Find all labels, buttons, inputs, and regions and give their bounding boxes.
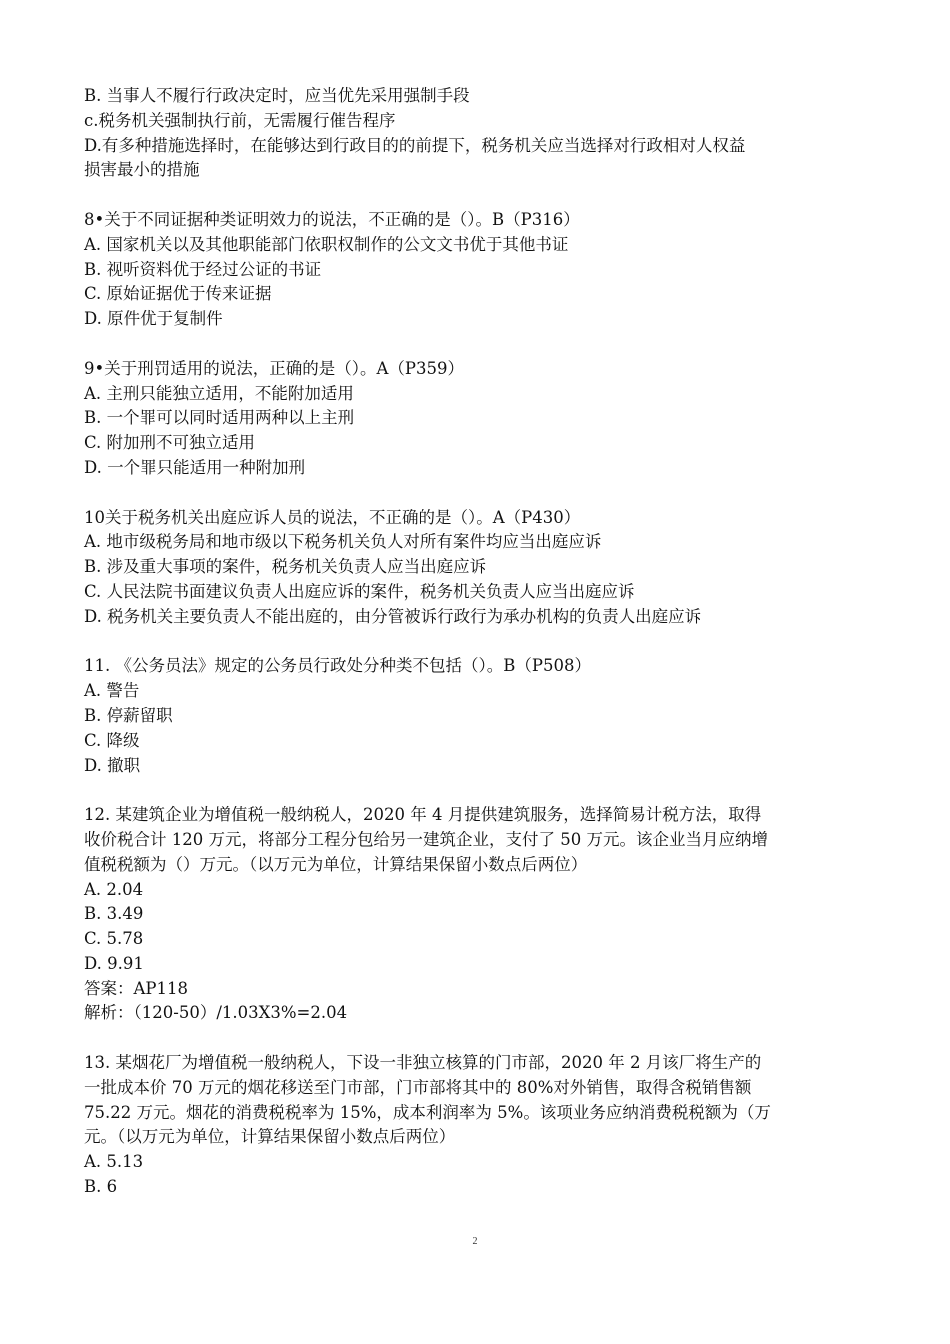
question-13 — [84, 1051, 884, 1200]
question-stem-line-1: 13. 某烟花厂为增值税一般纳税人，下设一非独立核算的门市部，2020 年 2 月该厂将生产的 — [84, 1053, 762, 1073]
option-b: B. 3.49 — [84, 904, 144, 924]
question-stem-line-2: 收价税合计 120 万元，将部分工程分包给另一建筑企业，支付了 50 万元。该企业当月应纳增 — [84, 829, 768, 849]
question-9 — [84, 357, 884, 481]
option-a: A. 2.04 — [84, 879, 144, 899]
page-number: 2 — [472, 1236, 478, 1247]
option-c: C. 附加刑不可独立适用 — [84, 433, 256, 453]
option-c: c.税务机关强制执行前，无需履行催告程序 — [84, 110, 396, 130]
option-b: B. 一个罪可以同时适用两种以上主刑 — [84, 408, 355, 428]
option-b: B. 6 — [84, 1177, 118, 1197]
question-stem: 9•关于刑罚适用的说法，正确的是（）。A（P359） — [84, 358, 464, 378]
option-d: D. 撤职 — [84, 755, 141, 775]
question-10 — [84, 506, 884, 630]
question-12 — [84, 803, 884, 1026]
option-d: D. 一个罪只能适用一种附加刑 — [84, 457, 306, 477]
question-stem-line-1: 12. 某建筑企业为增值税一般纳税人，2020 年 4 月提供建筑服务，选择简易计税方法，取得 — [84, 805, 762, 825]
option-c: C. 人民法院书面建议负责人出庭应诉的案件，税务机关负责人应当出庭应诉 — [84, 581, 635, 601]
option-d-continued: 损害最小的措施 — [84, 160, 200, 180]
option-c: C. 原始证据优于传来证据 — [84, 284, 272, 304]
option-a: A. 地市级税务局和地市级以下税务机关负人对所有案件均应当出庭应诉 — [84, 532, 602, 552]
question-stem: 10关于税务机关出庭应诉人员的说法，不正确的是（）。A（P430） — [84, 507, 581, 527]
question-stem: 11. 《公务员法》规定的公务员行政处分种类不包括（）。B（P508） — [84, 656, 591, 676]
question-stem-line-4: 元。（以万元为单位，计算结果保留小数点后两位） — [84, 1127, 456, 1147]
option-a: A. 国家机关以及其他职能部门依职权制作的公文文书优于其他书证 — [84, 234, 569, 254]
analysis-line: 解析：（120-50）/1.03X3%=2.04 — [84, 1003, 348, 1023]
option-d: D. 原件优于复制件 — [84, 309, 223, 329]
option-a: A. 警告 — [84, 681, 140, 701]
option-d: D. 税务机关主要负责人不能出庭的，由分管被诉行政行为承办机构的负责人出庭应诉 — [84, 606, 702, 626]
option-d: D. 9.91 — [84, 953, 144, 973]
question-11 — [84, 654, 884, 778]
option-b: B. 视听资料优于经过公证的书证 — [84, 259, 322, 279]
question-7-tail — [84, 84, 884, 183]
question-stem: 8•关于不同证据种类证明效力的说法，不正确的是（）。B（P316） — [84, 209, 580, 229]
option-b: B. 当事人不履行行政决定时，应当优先采用强制手段 — [84, 86, 470, 105]
answer-line: 答案：AP118 — [84, 978, 189, 998]
question-stem-line-3: 值税税额为（）万元。（以万元为单位，计算结果保留小数点后两位） — [84, 854, 588, 874]
question-8 — [84, 208, 884, 332]
option-d: D.有多种措施选择时，在能够达到行政目的的前提下，税务机关应当选择对行政相对人权益 — [84, 135, 746, 155]
option-c: C. 降级 — [84, 730, 140, 750]
option-a: A. 主刑只能独立适用，不能附加适用 — [84, 383, 354, 403]
page-content — [84, 84, 884, 1200]
option-b: B. 涉及重大事项的案件，税务机关负责人应当出庭应诉 — [84, 557, 487, 577]
question-stem-line-2: 一批成本价 70 万元的烟花移送至门市部，门市部将其中的 80%对外销售，取得含税销售额 — [84, 1077, 752, 1097]
question-stem-line-3: 75.22 万元。烟花的消费税税率为 15%，成本利润率为 5%。该项业务应纳消费税税额为（万 — [84, 1102, 771, 1122]
option-c: C. 5.78 — [84, 929, 144, 949]
option-a: A. 5.13 — [84, 1152, 144, 1172]
option-b: B. 停薪留职 — [84, 705, 173, 725]
